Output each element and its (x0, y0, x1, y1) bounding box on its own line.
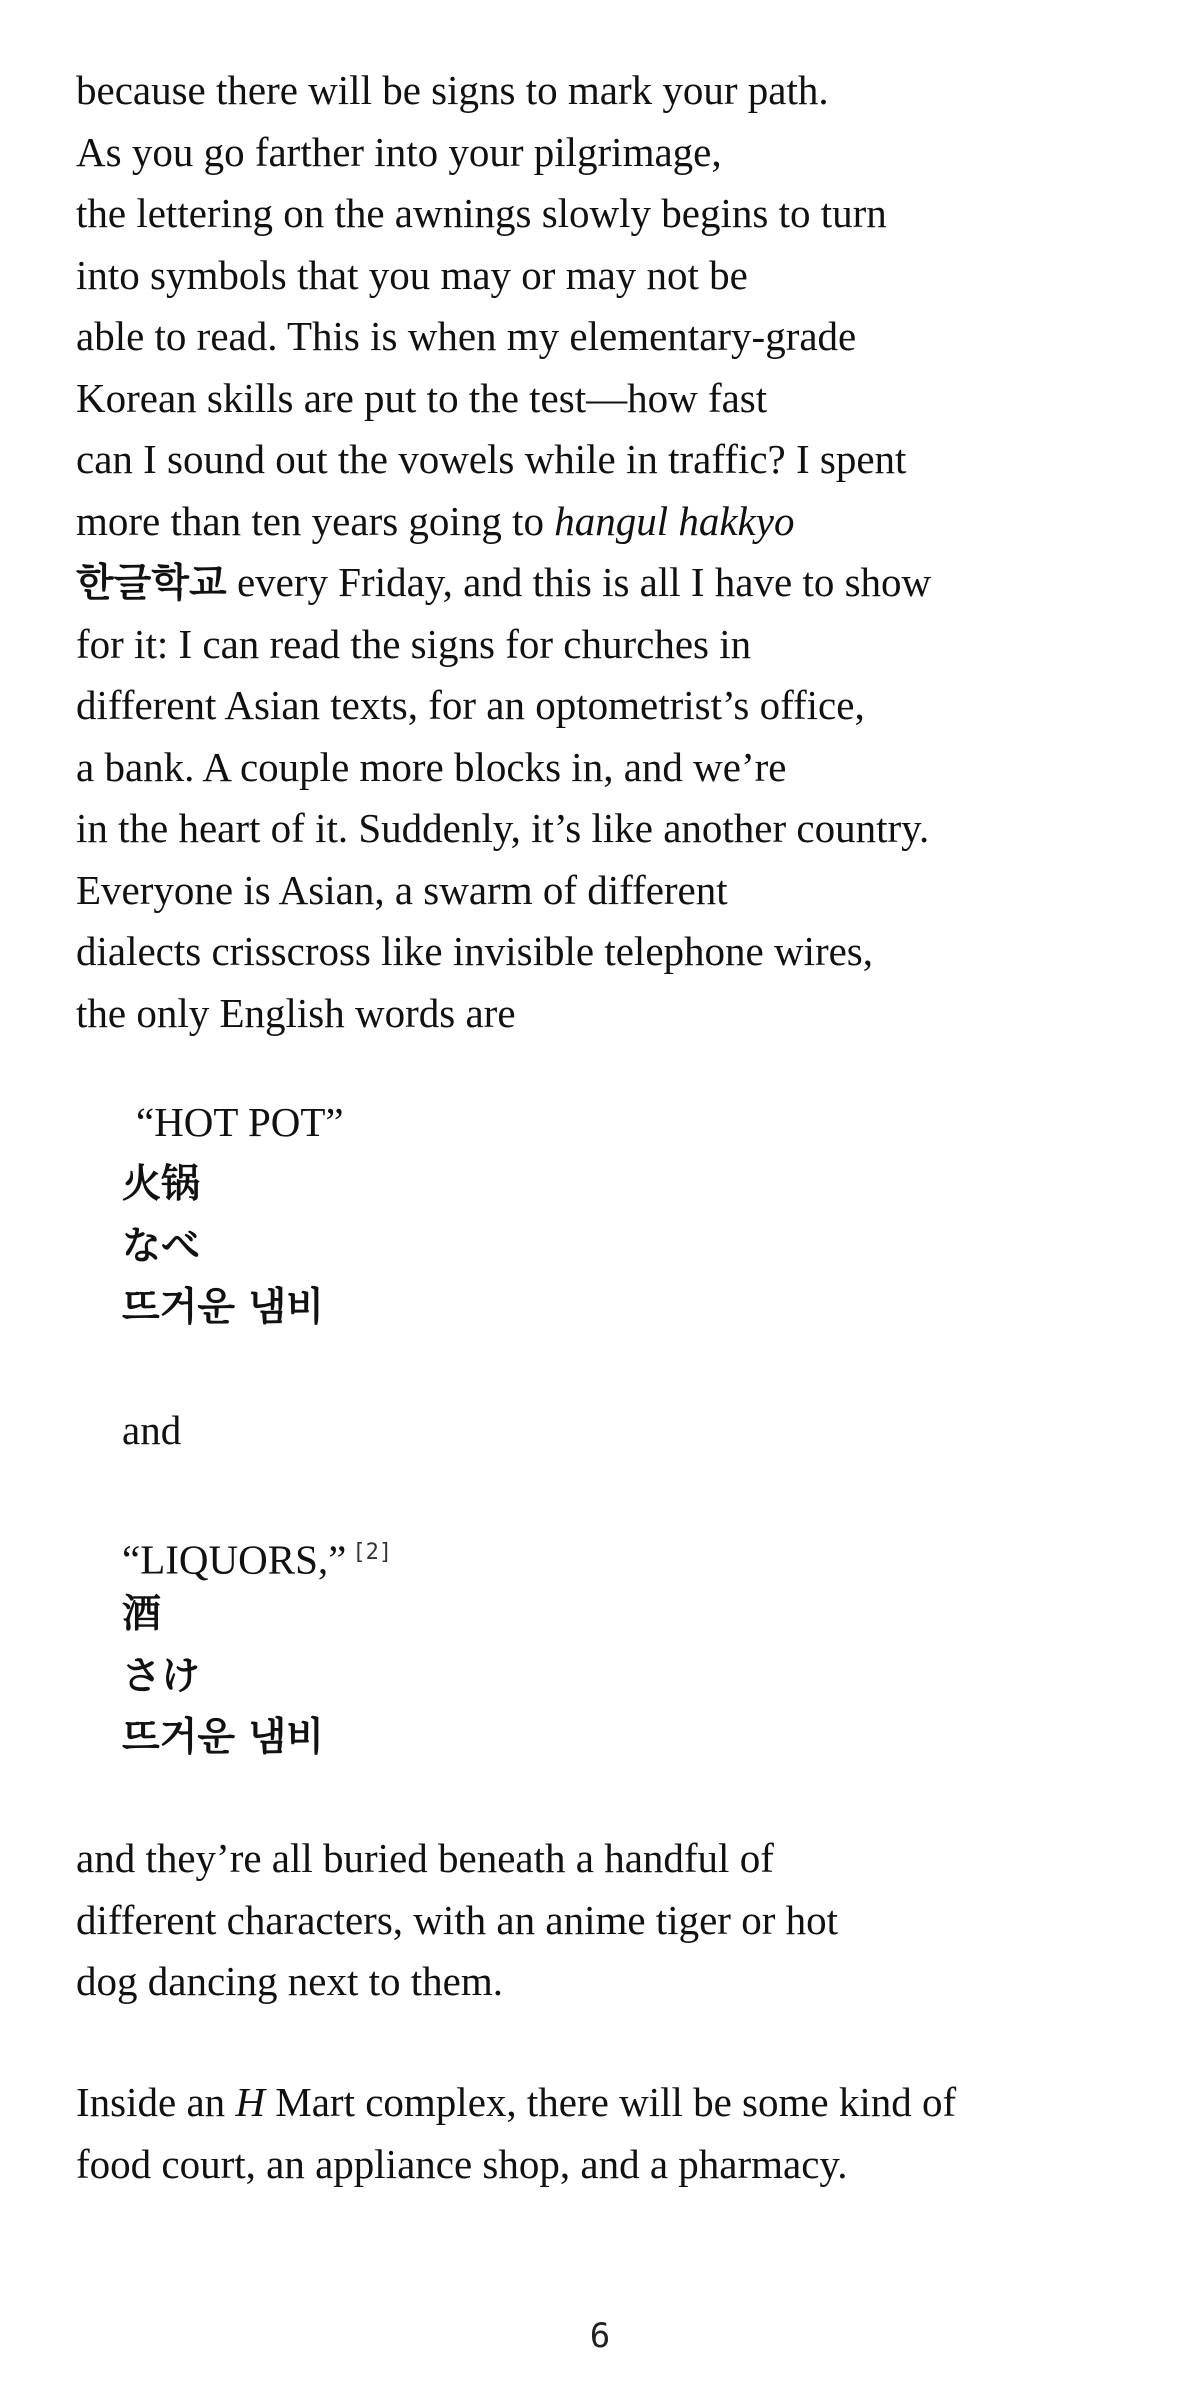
text-line: for it: I can read the signs for churches in (76, 620, 752, 667)
text-line: different Asian texts, for an optometrist’s office, (76, 682, 865, 728)
italic-term-hangul-hakkyo: hangul hakkyo (554, 497, 795, 544)
text-fragment: every Friday, and this is all I have to show (226, 559, 932, 605)
text-line: As you go farther into your pilgrimage, (76, 128, 722, 175)
after-passage (76, 1828, 1126, 2013)
liquors-line (122, 1522, 1172, 1584)
liquors-japanese: さけ (122, 1653, 201, 1699)
text-line: different characters, with an anime tiger or hot (76, 1896, 838, 1943)
text-line: in the heart of it. Suddenly, it’s like another country. (76, 805, 930, 851)
page-number: 6 (589, 2316, 611, 2356)
text-line: can I sound out the vowels while in traffic? I spent (76, 436, 907, 482)
text-line: able to read. This is when my elementary-grade (76, 313, 857, 359)
text-line-with-italic (76, 491, 1126, 553)
connector-word: and (122, 1407, 182, 1453)
text-fragment: more than ten years going to (76, 497, 555, 544)
footnote-marker[interactable]: [2] (352, 1540, 393, 1565)
hangul-term: 한글학교 (76, 561, 227, 606)
text-line: into symbols that you may or may not be (76, 251, 748, 298)
text-line: because there will be signs to mark your path. (76, 67, 829, 113)
hot-pot-japanese: なべ (122, 1223, 201, 1269)
text-line-with-italic (76, 2072, 1126, 2134)
text-fragment: Mart complex, there will be some kind of (265, 2079, 957, 2125)
hot-pot-label: “HOT POT” (136, 1099, 344, 1145)
text-line: food court, an appliance shop, and a pharmacy. (76, 2140, 848, 2187)
text-line: Everyone is Asian, a swarm of different (76, 866, 728, 913)
hot-pot-translations (122, 1154, 1172, 1339)
main-passage (76, 60, 1126, 1044)
liquors-translations (122, 1584, 1172, 1769)
text-line: dialects crisscross like invisible telephone wires, (76, 928, 874, 974)
text-line-with-hangul (76, 552, 1126, 614)
liquors-korean: 뜨거운 냄비 (122, 1715, 324, 1760)
hot-pot-quote (136, 1092, 1186, 1154)
liquors-chinese: 酒 (122, 1592, 162, 1637)
hot-pot-chinese: 火锅 (122, 1162, 201, 1207)
text-line: a bank. A couple more blocks in, and we’re (76, 743, 787, 790)
text-line: the lettering on the awnings slowly begins to turn (76, 190, 887, 236)
liquors-label: “LIQUORS,” (122, 1536, 347, 1583)
text-line: dog dancing next to them. (76, 1958, 503, 2004)
text-fragment: Inside an (76, 2079, 236, 2125)
liquors-quote (122, 1522, 1172, 1584)
connector-and (122, 1400, 1172, 1462)
hot-pot-korean: 뜨거운 냄비 (122, 1285, 324, 1330)
text-line: and they’re all buried beneath a handful of (76, 1835, 774, 1881)
text-line: Korean skills are put to the test—how fast (76, 374, 768, 421)
italic-letter-h: H (235, 2079, 266, 2125)
text-line: the only English words are (76, 989, 516, 1036)
final-passage (76, 2072, 1126, 2195)
